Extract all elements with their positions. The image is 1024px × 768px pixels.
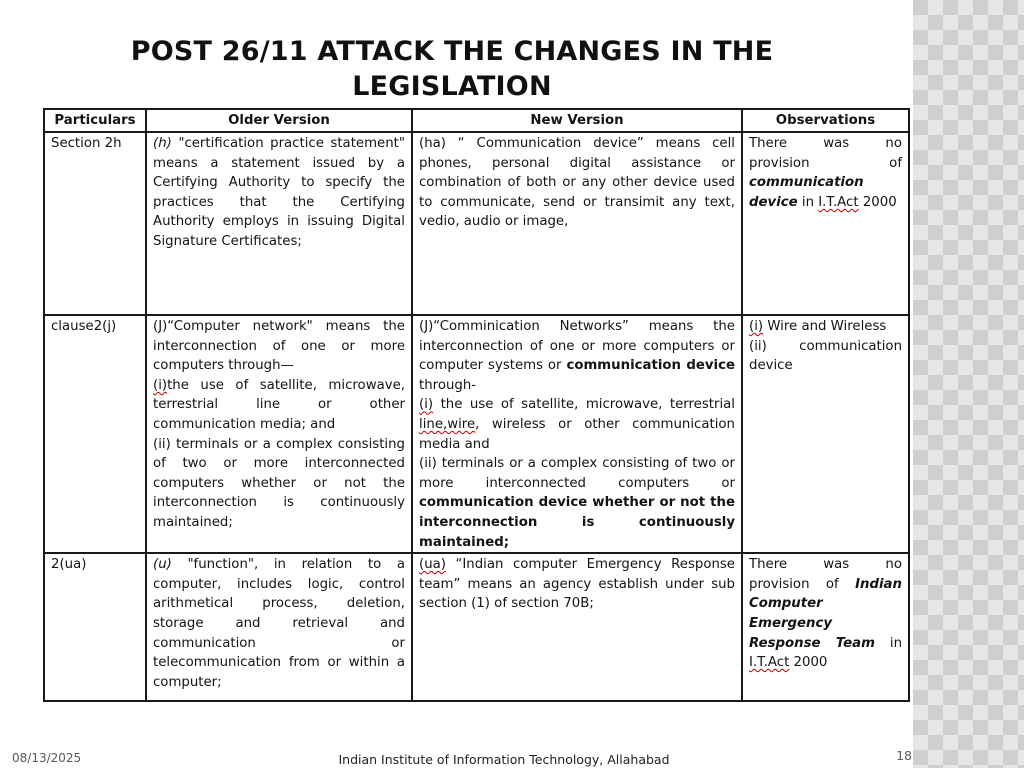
observation-year: 2000 <box>862 194 897 210</box>
sub-clause-marker: (i) <box>749 319 764 334</box>
table-row <box>44 132 909 315</box>
older-version-cell <box>146 132 412 315</box>
slide-date: 08/13/2025 <box>12 751 82 765</box>
older-version-text: (ii) terminals or a complex consisting of two or more interconnected computers whether or not the interconnection is continuously maintained; <box>153 436 405 530</box>
header-observations: Observations <box>742 109 909 132</box>
new-version-emphasis: communication device whether or not the interconnection is continuously maintained; <box>419 495 735 550</box>
observation-emphasis: communication device <box>749 175 864 210</box>
older-version-cell <box>146 315 412 553</box>
older-version-text: "function", in relation to a computer, includes logic, control arithmetical process, deletion, storage and retrieval and communication or telecommunication from or within a computer; <box>153 557 405 690</box>
decorative-pattern-strip <box>913 0 1024 768</box>
observation-cell <box>742 132 909 315</box>
observation-cell <box>742 553 909 701</box>
legislation-image-table <box>43 108 908 714</box>
observation-text: (ii) communication device <box>749 338 902 374</box>
table-header-row <box>44 109 909 132</box>
clause-marker: (u) <box>153 557 172 573</box>
observation-text: There was no provision of <box>749 557 902 592</box>
header-older-version: Older Version <box>146 109 412 132</box>
header-particulars: Particulars <box>44 109 146 132</box>
new-version-cell <box>412 553 742 701</box>
observation-text: in <box>801 194 815 210</box>
older-version-cell <box>146 553 412 701</box>
slide-footer-institution: Indian Institute of Information Technology, Allahabad <box>338 752 670 767</box>
sub-clause-marker: (i) <box>153 377 168 393</box>
observation-act-name: I.T.Act <box>818 194 859 210</box>
new-version-text: the use of satellite, microwave, terrestrial <box>440 397 735 413</box>
new-version-text: “Indian computer Emergency Response team” means an agency establish under sub section (1) of section 70B; <box>419 557 735 612</box>
observation-emphasis: Indian Computer Emergency Response Team <box>749 576 902 651</box>
slide-page-number: 18 <box>896 748 912 763</box>
clause-marker: (ua) <box>419 557 446 573</box>
row-particular: Section 2h <box>44 132 146 315</box>
new-version-cell <box>412 132 742 315</box>
legislation-comparison-table <box>43 108 910 702</box>
new-version-text: through- <box>419 377 477 393</box>
new-version-underlined: line,wire <box>419 416 476 432</box>
new-version-emphasis: communication device <box>566 358 735 374</box>
table-row <box>44 315 909 553</box>
observation-cell <box>742 315 909 553</box>
observation-text: Wire and Wireless <box>767 319 887 334</box>
new-version-text: (ii) terminals or a complex consisting of two or more interconnected computers or <box>419 456 735 491</box>
older-version-text: the use of satellite, microwave, terrestrial line or other communication media; and <box>153 377 405 432</box>
older-version-text: "certification practice statement" means a statement issued by a Certifying Authority to specify the practices that the Certifying Authority employs in issuing Digital Signature Certificates; <box>153 136 405 249</box>
table-row <box>44 553 909 701</box>
older-version-text: (J)“Computer network" means the interconnection of one or more computers through— <box>153 319 405 374</box>
header-new-version: New Version <box>412 109 742 132</box>
slide-title: POST 26/11 ATTACK THE CHANGES IN THE LEGISLATION <box>130 36 774 103</box>
new-version-cell <box>412 315 742 553</box>
observation-act-name: I.T.Act <box>749 655 790 671</box>
new-version-text: (J)“Comminication Networks” means the interconnection of one or more computers or computer systems or <box>419 319 735 374</box>
sub-clause-marker: (i) <box>419 397 434 413</box>
new-version-text: , wireless or other communication media and <box>419 416 735 452</box>
observation-text: There was no provision of <box>749 136 902 171</box>
observation-text: in <box>889 635 902 651</box>
row-particular: 2(ua) <box>44 553 146 701</box>
row-particular: clause2(j) <box>44 315 146 553</box>
new-version-text: (ha) “ Communication device” means cell phones, personal digital assistance or combination of both or any other device used to communicate, send or transimit any text, vedio, audio or image, <box>419 136 735 230</box>
observation-year: 2000 <box>793 655 828 671</box>
clause-marker: (h) <box>153 136 172 151</box>
